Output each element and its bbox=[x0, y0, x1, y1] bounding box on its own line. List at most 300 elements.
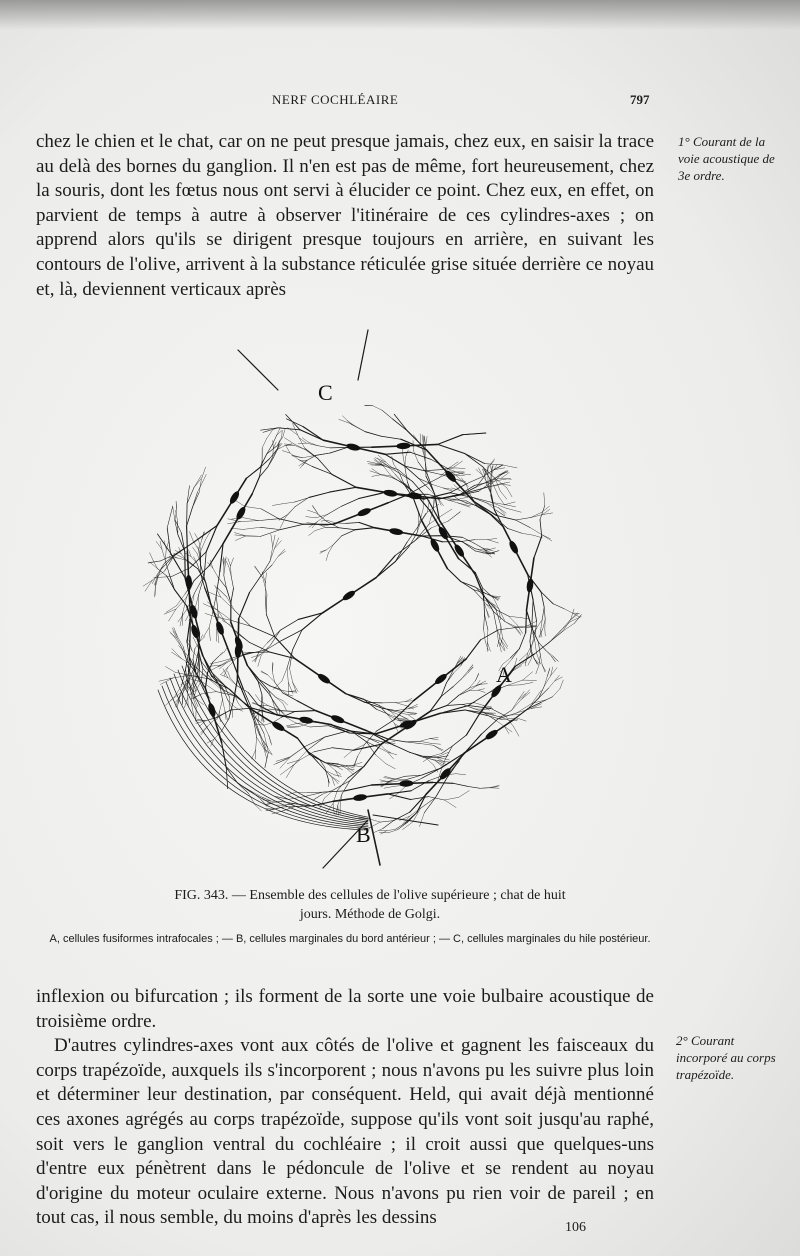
neuron-cell-body bbox=[389, 527, 404, 536]
dendrite-branch bbox=[187, 504, 188, 527]
dendrite-branch bbox=[420, 741, 432, 743]
figure-label-a: A bbox=[496, 662, 512, 687]
dendrite-branch bbox=[395, 702, 405, 703]
dendrite-branch bbox=[355, 426, 366, 432]
dendrite-branch bbox=[221, 597, 235, 610]
dendrite-branch bbox=[275, 538, 279, 549]
dendrite-branch bbox=[319, 759, 325, 768]
dendrite-branch bbox=[406, 741, 420, 742]
dendrite-branch bbox=[435, 761, 442, 767]
dendrite-branch bbox=[268, 457, 274, 467]
dendrite-branch bbox=[332, 748, 353, 751]
dendrite-branch bbox=[356, 528, 375, 530]
dendrite-branch bbox=[424, 798, 435, 813]
dendrite-branch bbox=[175, 519, 182, 533]
dendrite-branch bbox=[177, 558, 188, 561]
dendrite-branch bbox=[292, 456, 303, 458]
dendrite-branch bbox=[519, 633, 525, 649]
dendrite-branch bbox=[202, 692, 216, 694]
dendrite-branch bbox=[339, 419, 351, 424]
dendrite-branch bbox=[280, 711, 295, 712]
dendrite-branch bbox=[205, 672, 207, 688]
dendrite-branch bbox=[466, 714, 479, 735]
dendrite-branch bbox=[213, 568, 218, 577]
dendrite-branch bbox=[297, 701, 315, 711]
neuron-cell-body bbox=[353, 793, 368, 801]
dendrite-branch bbox=[347, 769, 354, 775]
dendrite-branch bbox=[484, 595, 485, 614]
dendrite-branch bbox=[438, 435, 463, 445]
dendrite-branch bbox=[375, 755, 385, 764]
dendrite-branch bbox=[372, 475, 381, 477]
dendrite-branch bbox=[346, 523, 360, 524]
dendrite-branch bbox=[269, 736, 272, 744]
dendrite-branch bbox=[200, 635, 203, 642]
dendrite-branch bbox=[541, 697, 553, 703]
dendrite-branch bbox=[544, 676, 547, 686]
dendrite-branch bbox=[342, 530, 356, 536]
dendrite-branch bbox=[359, 493, 385, 499]
dendrite-branch bbox=[393, 419, 408, 431]
dendrite-branch bbox=[467, 477, 483, 484]
dendrite-branch bbox=[440, 495, 461, 499]
dendrite-branch bbox=[491, 708, 505, 715]
dendrite-branch bbox=[290, 669, 293, 683]
dendrite-branch bbox=[476, 674, 479, 681]
dendrite-branch bbox=[278, 549, 284, 556]
dendrite-branch bbox=[537, 620, 543, 629]
figure-caption-title: FIG. 343. — Ensemble des cellules de l'olive supérieure ; chat de huit jours. Méthode de Golgi. bbox=[174, 888, 566, 922]
dendrite-branch bbox=[201, 668, 202, 681]
dendrite-branch bbox=[251, 791, 262, 797]
dendrite-branch bbox=[222, 621, 229, 625]
dendrite-branch bbox=[438, 444, 465, 453]
dendrite-branch bbox=[485, 614, 488, 629]
dendrite-branch bbox=[433, 745, 442, 751]
dendrite-branch bbox=[381, 436, 400, 439]
dendrite-branch bbox=[263, 428, 278, 433]
dendrite-branch bbox=[243, 527, 260, 529]
dendrite-branch bbox=[267, 444, 273, 454]
dendrite-branch bbox=[391, 744, 410, 753]
dendrite-branch bbox=[262, 694, 263, 706]
dendrite-branch bbox=[325, 768, 328, 776]
dendrite-branch bbox=[282, 668, 287, 681]
dendrite-branch bbox=[381, 464, 396, 471]
dendrite-branch bbox=[498, 641, 504, 651]
dendrite-branch bbox=[410, 752, 425, 756]
dendrite-branch bbox=[437, 758, 445, 763]
dendrite-branch bbox=[440, 710, 465, 713]
dendrite-branch bbox=[484, 713, 499, 717]
dendrite-branch bbox=[485, 464, 502, 465]
dendrite-branch bbox=[347, 420, 355, 426]
dendrite-branch bbox=[422, 768, 441, 775]
dendrite-branch bbox=[216, 587, 226, 597]
dendrite-branch bbox=[307, 737, 324, 750]
dendrite-branch bbox=[286, 419, 303, 427]
dendrite-branch bbox=[388, 741, 395, 742]
dendrite-branch bbox=[257, 737, 264, 748]
dendrite-branch bbox=[560, 680, 563, 689]
dendrite-branch bbox=[455, 468, 465, 469]
dendrite-branch bbox=[532, 622, 534, 638]
dendrite-branch bbox=[442, 509, 452, 515]
dendrite-branch bbox=[510, 649, 519, 658]
dendrite-branch bbox=[394, 414, 407, 431]
dendrite-branch bbox=[199, 576, 205, 595]
dendrite-branch bbox=[513, 726, 519, 736]
dendrite-branch bbox=[408, 707, 417, 709]
dendrite-branch bbox=[324, 789, 334, 798]
figure-343 bbox=[118, 320, 598, 875]
dendrite-branch bbox=[178, 610, 187, 622]
dendrite-branch bbox=[459, 500, 467, 504]
figure-label-b: B bbox=[356, 822, 371, 847]
neuron-cell-body bbox=[235, 644, 242, 658]
dendrite-branch bbox=[569, 614, 578, 621]
dendrite-branch bbox=[466, 640, 481, 659]
dendrite-branch bbox=[350, 767, 364, 781]
dendrite-branch bbox=[252, 750, 256, 759]
dendrite-branch bbox=[388, 739, 406, 742]
dendrite-branch bbox=[541, 620, 542, 630]
dendrite-branch bbox=[488, 540, 499, 543]
dendrite-branch bbox=[539, 688, 549, 698]
neuron-cell-body bbox=[271, 720, 286, 733]
dendrite-branch bbox=[413, 451, 418, 462]
dendrite-branch bbox=[189, 550, 192, 557]
dendrite-branch bbox=[444, 797, 458, 800]
dendrite-branch bbox=[344, 750, 353, 757]
dendrite-branch bbox=[323, 791, 344, 792]
dendrite-branch bbox=[509, 616, 517, 625]
figure-caption-body: A, cellules fusiformes intrafocales ; — B, cellules marginales du bord antérieur ; — C, cellules marginales du hile postérieur. bbox=[49, 933, 651, 945]
dendrite-branch bbox=[246, 467, 260, 478]
dendrite-branch bbox=[294, 445, 305, 450]
dendrite-branch bbox=[528, 698, 539, 709]
dendrite-branch bbox=[223, 700, 226, 711]
dendrite-branch bbox=[484, 614, 485, 629]
dendrite-branch bbox=[487, 503, 496, 510]
dendrite-branch bbox=[298, 738, 308, 751]
dendrite-branch bbox=[517, 625, 523, 634]
dendrite-branch bbox=[289, 692, 297, 693]
dendrite-branch bbox=[465, 454, 485, 464]
dendrite-branch bbox=[271, 630, 281, 645]
dendrite-branch bbox=[258, 519, 279, 521]
dendrite-branch bbox=[454, 461, 462, 467]
dendrite-branch bbox=[337, 767, 342, 770]
dendrite-branch bbox=[432, 484, 443, 488]
dendrite-branch bbox=[286, 723, 298, 726]
dendrite-branch bbox=[406, 742, 421, 744]
dendrite-branch bbox=[456, 774, 466, 775]
dendrite-branch bbox=[282, 431, 283, 438]
dendrite-branch bbox=[447, 704, 463, 705]
dendrite-branch bbox=[522, 690, 530, 699]
dendrite-branch bbox=[460, 474, 471, 475]
dendrite-branch bbox=[228, 678, 237, 686]
dendrite-branch bbox=[239, 593, 250, 619]
dendrite-branch bbox=[203, 474, 207, 482]
dendrite-branch bbox=[264, 723, 273, 726]
dendrite-branch bbox=[484, 629, 486, 641]
dendrite-branch bbox=[500, 638, 503, 646]
dendrite-branch bbox=[459, 688, 469, 695]
dendrite-branch bbox=[315, 527, 326, 530]
dendrite-branch bbox=[517, 718, 527, 721]
dendrite-branch bbox=[507, 508, 522, 512]
dendrite-branch bbox=[308, 510, 317, 513]
dendrite-branch bbox=[273, 435, 277, 444]
dendrite-branch bbox=[325, 731, 349, 737]
dendrite-branch bbox=[347, 769, 354, 770]
dendrite-branch bbox=[501, 626, 503, 638]
dendrite-branch bbox=[459, 791, 470, 798]
dendrite-branch bbox=[379, 705, 388, 715]
dendrite-branch bbox=[378, 455, 386, 462]
dendrite-branch bbox=[359, 523, 374, 528]
dendrite-branch bbox=[269, 690, 273, 700]
paragraph-1: chez le chien et le chat, car on ne peut presque jamais, chez eux, en saisir la trace au delà des bornes du ganglion. Il n'en est pas de même, fort heureusement, chez la souris, dont les fœtus nous ont servi à élucider ce point. Chez eux, en effet, on parvient de temps à autre à observer l'itinéraire de ces cylindres-axes ; on apprend alors qu'ils se dirigent presque toujours en arrière, en suivant les contours de l'olive, arrivent à la substance réticulée grise située derrière ce noyau et, là, deviennent verticaux après bbox=[36, 131, 654, 300]
dendrite-branch bbox=[445, 746, 452, 759]
dendrite-branch bbox=[265, 596, 266, 614]
dendrite-branch bbox=[277, 427, 281, 435]
dendrite-branch bbox=[496, 720, 505, 726]
dendrite-branch bbox=[218, 611, 224, 621]
dendrite-branch bbox=[259, 731, 262, 743]
dendrite-branch bbox=[174, 627, 178, 636]
dendrite-branch bbox=[202, 467, 206, 477]
dendrite-branch bbox=[273, 535, 275, 547]
dendrite-branch bbox=[260, 701, 269, 706]
dendrite-branch bbox=[293, 630, 303, 650]
dendrite-branch bbox=[505, 505, 516, 507]
dendrite-branch bbox=[348, 767, 364, 779]
dendrite-branch bbox=[478, 689, 484, 691]
dendrite-branch bbox=[145, 580, 152, 591]
dendrite-branch bbox=[328, 545, 333, 553]
dendrite-branch bbox=[429, 797, 445, 800]
dendrite-branch bbox=[202, 674, 209, 680]
dendrite-branch bbox=[467, 786, 480, 788]
dendrite-branch bbox=[498, 710, 512, 719]
dendrite-branch bbox=[530, 628, 532, 641]
dendrite-branch bbox=[544, 676, 550, 686]
dendrite-branch bbox=[392, 456, 394, 464]
dendrite-branch bbox=[410, 452, 431, 459]
dendrite-branch bbox=[261, 509, 279, 519]
neuron-cell-body bbox=[383, 489, 398, 498]
dendrite-branch bbox=[378, 747, 388, 752]
dendrite-branch bbox=[273, 442, 276, 448]
dendrite-branch bbox=[238, 350, 278, 390]
dendrite-branch bbox=[199, 479, 201, 492]
dendrite-branch bbox=[220, 674, 228, 677]
dendrite-branch bbox=[261, 428, 279, 430]
dendrite-branch bbox=[382, 410, 393, 419]
dendrite-branch bbox=[531, 512, 542, 517]
dendrite-branch bbox=[553, 656, 558, 661]
dendrite-branch bbox=[303, 427, 323, 441]
dendrite-branch bbox=[180, 613, 183, 626]
dendrite-branch bbox=[310, 726, 329, 727]
dendrite-branch bbox=[338, 805, 339, 815]
dendrite-branch bbox=[164, 541, 166, 549]
neuron-cell-body bbox=[357, 507, 372, 518]
dendrite-branch bbox=[272, 504, 281, 506]
dendrite-branch bbox=[478, 468, 482, 475]
dendrite-branch bbox=[204, 552, 206, 576]
dendrite-branch bbox=[366, 432, 382, 436]
dendrite-branch bbox=[526, 610, 527, 632]
dendrite-branch bbox=[307, 523, 316, 524]
dendrite-branch bbox=[432, 744, 441, 745]
dendrite-branch bbox=[194, 576, 204, 594]
dendrite-branch bbox=[190, 532, 193, 541]
dendrite-branch bbox=[258, 655, 261, 666]
dendrite-branch bbox=[386, 764, 396, 769]
dendrite-branch bbox=[326, 527, 339, 528]
neuron-cell-body bbox=[341, 589, 356, 602]
dendrite-branch bbox=[255, 695, 259, 701]
dendrite-branch bbox=[372, 469, 380, 475]
dendrite-branch bbox=[553, 604, 564, 609]
dendrite-branch bbox=[192, 492, 197, 507]
dendrite-branch bbox=[250, 652, 270, 653]
dendrite-branch bbox=[342, 416, 351, 425]
dendrite-branch bbox=[339, 528, 356, 530]
dendrite-branch bbox=[544, 493, 545, 506]
dendrite-branch bbox=[272, 700, 276, 707]
dendrite-branch bbox=[448, 512, 460, 521]
dendrite-branch bbox=[387, 829, 396, 830]
dendrite-branch bbox=[282, 502, 295, 504]
dendrite-branch bbox=[544, 607, 545, 619]
dendrite-branch bbox=[375, 465, 386, 466]
paragraph-2: inflexion ou bifurcation ; ils forment de la sorte une voie bulbaire acoustique de troisième ordre. bbox=[36, 986, 654, 1032]
dendrite-branch bbox=[571, 617, 582, 622]
dendrite-branch bbox=[367, 731, 389, 739]
dendrite-branch bbox=[172, 652, 182, 659]
dendrite-branch bbox=[289, 747, 305, 759]
dendrite-branch bbox=[489, 459, 495, 467]
dendrite-branch bbox=[512, 699, 522, 710]
dendrite-branch bbox=[505, 727, 513, 732]
dendrite-branch bbox=[238, 703, 243, 709]
dendrite-branch bbox=[542, 506, 550, 512]
dendrite-branch bbox=[411, 797, 429, 800]
dendrite-branch bbox=[228, 558, 231, 565]
dendrite-branch bbox=[478, 690, 485, 692]
dendrite-branch bbox=[162, 549, 165, 560]
dendrite-branch bbox=[231, 588, 234, 602]
dendrite-branch bbox=[317, 446, 330, 448]
dendrite-branch bbox=[550, 630, 561, 641]
dendrite-branch bbox=[299, 438, 307, 444]
dendrite-branch bbox=[221, 658, 233, 665]
dendrite-branch bbox=[447, 569, 461, 582]
dendrite-branch bbox=[280, 524, 303, 529]
dendrite-branch bbox=[458, 497, 468, 499]
dendrite-branch bbox=[213, 595, 217, 613]
dendrite-branch bbox=[430, 739, 438, 740]
dendrite-branch bbox=[280, 619, 298, 630]
dendrite-branch bbox=[251, 654, 260, 657]
dendrite-branch bbox=[533, 535, 542, 538]
dendrite-branch bbox=[230, 678, 237, 686]
dendrite-branch bbox=[421, 798, 436, 809]
dendrite-branch bbox=[376, 562, 395, 578]
dendrite-branch bbox=[275, 541, 282, 549]
dendrite-branch bbox=[330, 447, 347, 453]
dendrite-branch bbox=[281, 630, 302, 641]
fibre-bundle bbox=[162, 686, 368, 828]
olive-cells-drawing bbox=[118, 320, 598, 875]
dendrite-branch bbox=[512, 649, 520, 659]
dendrite-branch bbox=[187, 526, 188, 552]
dendrite-branch bbox=[364, 699, 377, 709]
neuron-cell-body bbox=[330, 714, 345, 725]
dendrite-branch bbox=[395, 541, 415, 556]
dendrite-branch bbox=[458, 503, 471, 506]
dendrite-branch bbox=[435, 777, 447, 798]
dendrite-branch bbox=[531, 638, 534, 652]
dendrite-branch bbox=[220, 700, 223, 712]
dendrite-branch bbox=[231, 576, 233, 588]
dendrite-branch bbox=[465, 454, 483, 467]
dendrite-branch bbox=[284, 438, 293, 444]
dendrite-branch bbox=[283, 693, 298, 701]
dendrite-branch bbox=[546, 651, 552, 657]
dendrite-branch bbox=[304, 792, 323, 797]
dendrite-branch bbox=[373, 406, 382, 411]
dendrite-branch bbox=[442, 746, 453, 753]
dendrite-branch bbox=[252, 477, 259, 494]
dendrite-branch bbox=[528, 659, 531, 665]
dendrite-branch bbox=[417, 521, 419, 532]
dendrite-branch bbox=[388, 791, 411, 794]
dendrite-branch bbox=[309, 531, 316, 536]
dendrite-branch bbox=[316, 453, 331, 455]
dendrite-branch bbox=[396, 471, 412, 481]
dendrite-branch bbox=[326, 545, 333, 550]
dendrite-branch bbox=[447, 695, 459, 705]
running-head: NERF COCHLÉAIRE bbox=[272, 92, 399, 107]
dendrite-branch bbox=[522, 533, 533, 535]
dendrite-branch bbox=[444, 800, 456, 808]
neuron-cell-body bbox=[399, 780, 413, 787]
dendrite-branch bbox=[516, 518, 531, 521]
dendrite-branch bbox=[287, 507, 295, 515]
dendrite-branch bbox=[269, 690, 276, 697]
dendrite-branch bbox=[463, 542, 476, 551]
dendrite-branch bbox=[327, 506, 341, 514]
dendrite-branch bbox=[220, 712, 221, 722]
dendrite-branch bbox=[309, 492, 330, 497]
dendrite-branch bbox=[200, 637, 205, 642]
dendrite-branch bbox=[187, 508, 193, 527]
dendrite-branch bbox=[453, 783, 467, 786]
dendrite-branch bbox=[209, 628, 210, 641]
dendrite-branch bbox=[475, 543, 484, 548]
dendrite-branch bbox=[473, 501, 492, 516]
dendrite-branch bbox=[476, 469, 482, 475]
dendrite-branch bbox=[341, 499, 359, 507]
dendrite-branch bbox=[475, 703, 484, 706]
dendrite-branch bbox=[287, 668, 288, 683]
